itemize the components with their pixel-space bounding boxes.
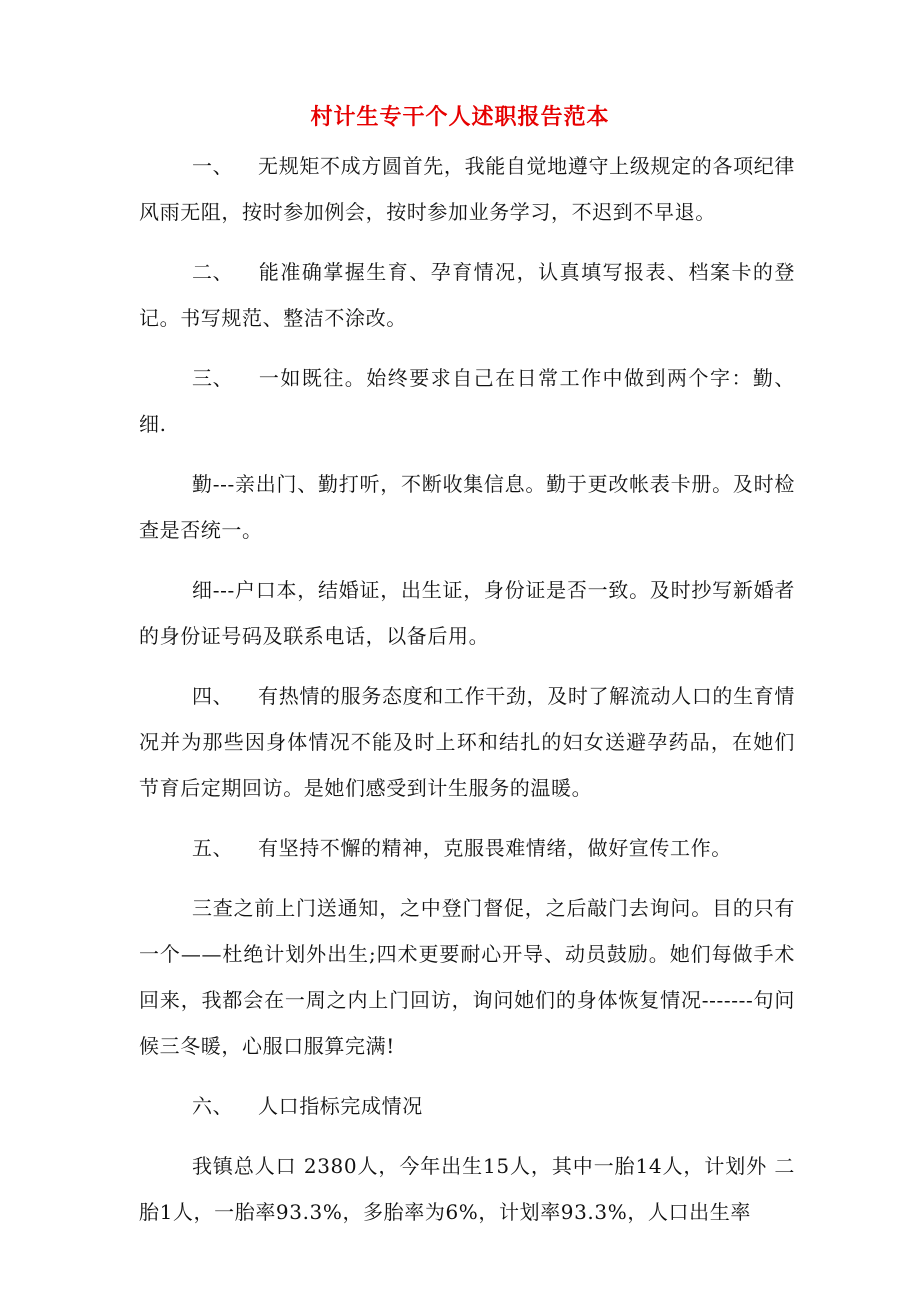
paragraph-2	[139, 249, 795, 341]
document-title: 村计生专干个人述职报告范本	[310, 104, 610, 130]
paragraph-1	[139, 143, 795, 235]
paragraph-number: 二、	[192, 260, 234, 284]
paragraph-text: 细---户口本，结婚证，出生证，身份证是否一致。及时抄写新婚者的身份证号码及联系电话，以备后用。	[139, 578, 795, 648]
paragraph-9	[139, 1083, 795, 1129]
paragraph-4	[139, 461, 795, 553]
paragraph-10	[139, 1143, 795, 1235]
paragraph-text: 能准确掌握生育、孕育情况，认真填写报表、档案卡的登记。书写规范、整洁不涂改。	[139, 260, 795, 330]
paragraph-number: 三、	[192, 366, 234, 390]
paragraph-number: 四、	[192, 684, 234, 708]
paragraph-number: 五、	[192, 836, 234, 860]
paragraph-6	[139, 673, 795, 811]
paragraph-text: 一如既往。始终要求自己在日常工作中做到两个字：勤、细.	[139, 366, 795, 436]
paragraph-text: 无规矩不成方圆首先，我能自觉地遵守上级规定的各项纪律风雨无阻，按时参加例会，按时参加业务学习，不迟到不早退。	[139, 154, 795, 224]
paragraph-text: 勤---亲出门、勤打听，不断收集信息。勤于更改帐表卡册。及时检查是否统一。	[139, 472, 795, 542]
paragraph-text: 人口指标完成情况	[258, 1094, 423, 1118]
paragraph-7	[139, 825, 795, 871]
paragraph-number: 六、	[192, 1094, 234, 1118]
paragraph-8	[139, 885, 795, 1069]
document-body	[139, 143, 795, 1249]
paragraph-text: 我镇总人口 2380人，今年出生15人，其中一胎14人，计划外 二胎1人，一胎率93.3%，多胎率为6%，计划率93.3%，人口出生率	[139, 1154, 795, 1224]
paragraph-text: 有热情的服务态度和工作干劲，及时了解流动人口的生育情况并为那些因身体情况不能及时上环和结扎的妇女送避孕药品，在她们节育后定期回访。是她们感受到计生服务的温暖。	[139, 684, 795, 800]
paragraph-3	[139, 355, 795, 447]
paragraph-number: 一、	[192, 154, 234, 178]
paragraph-text: 三查之前上门送通知，之中登门督促，之后敲门去询问。目的只有一个——杜绝计划外出生;四术更要耐心开导、动员鼓励。她们每做手术回来，我都会在一周之内上门回访，询问她们的身体恢复情况-------句问候三冬暖，心服口服算完满!	[139, 896, 795, 1058]
paragraph-5	[139, 567, 795, 659]
paragraph-text: 有坚持不懈的精神，克服畏难情绪，做好宣传工作。	[258, 836, 732, 860]
